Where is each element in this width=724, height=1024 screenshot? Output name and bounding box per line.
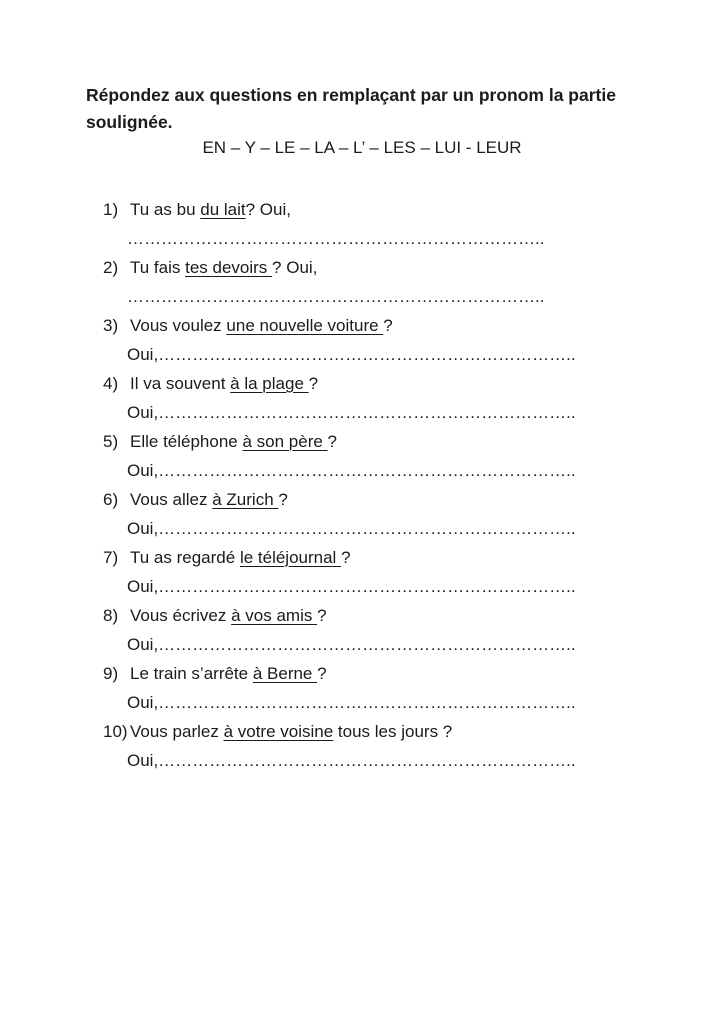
answer-line: ……………………………………………………………….. xyxy=(127,286,545,306)
worksheet-title-line1: Répondez aux questions en remplaçant par un pronom la partie xyxy=(86,85,616,105)
underlined-phrase: à vos amis xyxy=(231,605,318,625)
question-number: 6) xyxy=(103,489,119,509)
question-number: 1) xyxy=(103,199,119,219)
question-line xyxy=(103,427,638,456)
answer-line: Oui,……………………………………………………………….. xyxy=(127,402,576,422)
question-number: 10) xyxy=(103,721,128,741)
question-item xyxy=(103,717,638,775)
question-text xyxy=(130,253,317,282)
question-text-post: ? xyxy=(317,663,327,683)
underlined-phrase: à la plage xyxy=(230,373,309,393)
worksheet-title-line2: soulignée. xyxy=(86,111,173,132)
underlined-phrase: à votre voisine xyxy=(223,721,334,741)
question-number: 2) xyxy=(103,257,119,277)
question-line xyxy=(103,311,638,340)
question-item xyxy=(103,485,638,543)
question-text-pre: Le train s’arrête xyxy=(130,663,253,683)
answer-line: Oui,……………………………………………………………….. xyxy=(127,518,576,538)
question-line xyxy=(103,485,638,514)
question-number: 5) xyxy=(103,431,119,451)
question-line xyxy=(103,195,638,224)
underlined-phrase: tes devoirs xyxy=(185,257,273,277)
question-line xyxy=(103,659,638,688)
question-item xyxy=(103,253,638,311)
question-text-pre: Tu as bu xyxy=(130,199,201,219)
question-text-post: ? Oui, xyxy=(245,199,291,219)
question-line xyxy=(103,601,638,630)
pronoun-bank: EN – Y – LE – LA – L’ – LES – LUI - LEUR xyxy=(202,138,522,157)
question-number: 9) xyxy=(103,663,119,683)
question-text-pre: Il va souvent xyxy=(130,373,231,393)
question-item xyxy=(103,369,638,427)
question-item xyxy=(103,543,638,601)
underlined-phrase: à Zurich xyxy=(212,489,279,509)
question-text xyxy=(130,485,288,514)
underlined-phrase: le téléjournal xyxy=(239,547,342,567)
question-item xyxy=(103,311,638,369)
worksheet-title xyxy=(86,82,638,135)
question-text xyxy=(130,717,452,746)
question-item xyxy=(103,427,638,485)
answer-line: Oui,……………………………………………………………….. xyxy=(127,460,576,480)
question-number: 3) xyxy=(103,315,119,335)
answer-line: Oui,……………………………………………………………….. xyxy=(127,576,576,596)
answer-line: Oui,……………………………………………………………….. xyxy=(127,750,576,770)
question-text-pre: Elle téléphone xyxy=(130,431,243,451)
question-text-post: ? xyxy=(278,489,288,509)
question-text xyxy=(130,369,318,398)
question-text-post: ? xyxy=(327,431,338,451)
answer-line: Oui,……………………………………………………………….. xyxy=(127,634,576,654)
question-list xyxy=(103,195,638,775)
question-line xyxy=(103,369,638,398)
question-line xyxy=(103,253,638,282)
question-text-post: tous les jours ? xyxy=(333,721,453,741)
answer-line: ……………………………………………………………….. xyxy=(127,228,545,248)
question-text-post: ? xyxy=(308,373,319,393)
question-text xyxy=(130,659,327,688)
underlined-phrase: à Berne xyxy=(252,663,318,683)
question-text-pre: Vous parlez xyxy=(130,721,224,741)
question-text xyxy=(130,311,393,340)
question-text-pre: Vous voulez xyxy=(130,315,227,335)
question-text xyxy=(130,543,351,572)
question-number: 7) xyxy=(103,547,119,567)
question-text-pre: Vous écrivez xyxy=(130,605,232,625)
question-text-post: ? Oui, xyxy=(272,257,318,277)
question-item xyxy=(103,659,638,717)
question-text-pre: Tu fais xyxy=(130,257,186,277)
underlined-phrase: une nouvelle voiture xyxy=(226,315,384,335)
question-text-post: ? xyxy=(341,547,351,567)
question-text xyxy=(130,195,291,224)
answer-line: Oui,……………………………………………………………….. xyxy=(127,692,576,712)
question-text-post: ? xyxy=(383,315,393,335)
question-text-pre: Tu as regardé xyxy=(130,547,240,567)
answer-line: Oui,……………………………………………………………….. xyxy=(127,344,576,364)
question-line xyxy=(103,717,638,746)
question-item xyxy=(103,601,638,659)
question-line xyxy=(103,543,638,572)
underlined-phrase: à son père xyxy=(242,431,328,451)
question-text xyxy=(130,601,327,630)
question-item xyxy=(103,195,638,253)
question-text xyxy=(130,427,337,456)
question-number: 8) xyxy=(103,605,119,625)
question-text-pre: Vous allez xyxy=(130,489,213,509)
question-text-post: ? xyxy=(317,605,327,625)
underlined-phrase: du lait xyxy=(200,199,246,219)
question-number: 4) xyxy=(103,373,119,393)
